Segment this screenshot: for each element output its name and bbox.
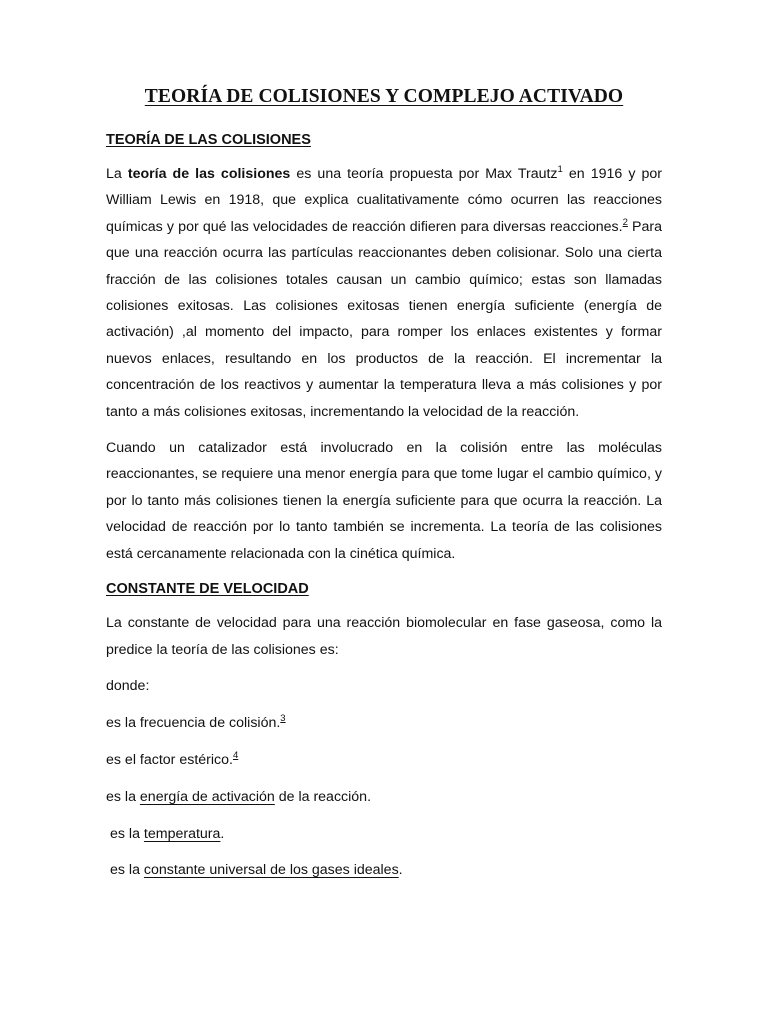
text-run: La bbox=[106, 166, 128, 182]
link-temperatura[interactable]: temperatura bbox=[143, 825, 221, 842]
definition-text: . bbox=[220, 825, 225, 842]
link-energia-activacion[interactable]: energía de activación bbox=[139, 788, 275, 805]
definition-energia bbox=[106, 784, 662, 810]
text-run: en 1916 y por William Lewis en 1918, que explica cualitativamente cómo ocurren las reacciones químicas y por qué las velocidades de reacción difieren para diversas reacciones. bbox=[106, 166, 662, 235]
definition-temperatura bbox=[106, 821, 662, 847]
definition-text: es la bbox=[106, 788, 140, 805]
definition-text: es la bbox=[110, 825, 144, 842]
footnote-ref-3[interactable]: 3 bbox=[280, 712, 286, 724]
footnote-ref-1: 1 bbox=[557, 164, 563, 175]
link-constante-gases[interactable]: constante universal de los gases ideales bbox=[143, 862, 399, 879]
paragraph-catalizador: Cuando un catalizador está involucrado en la colisión entre las moléculas reaccionantes, se requiere una menor energía para que tome lugar el cambio químico, y por lo tanto más colisiones tienen la energía suficiente para que ocurra la reacción. La velocidad de reacción por lo tanto también se incrementa. La teoría de las colisiones está cercanamente relacionada con la cinética química. bbox=[106, 440, 662, 562]
section-heading-constante: CONSTANTE DE VELOCIDAD bbox=[106, 581, 309, 598]
definition-text: es la frecuencia de colisión. bbox=[106, 714, 281, 731]
definition-frecuencia bbox=[106, 710, 662, 736]
definition-text: es la bbox=[110, 862, 144, 879]
document-page bbox=[106, 86, 662, 894]
footnote-ref-4[interactable]: 4 bbox=[232, 749, 239, 761]
paragraph-teoria-colisiones bbox=[106, 161, 662, 425]
definition-factor-esterico bbox=[106, 747, 662, 773]
text-run: es una teoría propuesta por Max Trautz bbox=[290, 166, 558, 182]
definition-text: de la reacción. bbox=[274, 788, 372, 805]
section-heading-colisiones: TEORÍA DE LAS COLISIONES bbox=[106, 132, 311, 148]
donde-label: donde: bbox=[106, 677, 150, 694]
bold-term: teoría de las colisiones bbox=[127, 166, 291, 182]
text-run: Para que una reacción ocurra las partículas reaccionantes deben colisionar. Solo una cierta fracción de las colisiones totales causan un cambio químico; estas son llamadas colisiones exitosas. Las colisiones exitosas tienen energía suficiente (energía de activación) ,al momento del impacto, para romper los enlaces existentes y formar nuevos enlaces, resultando en los productos de la reacción. El incrementar la concentración de los reactivos y aumentar la temperatura lleva a más colisiones y por tanto a más colisiones exitosas, incrementando la velocidad de la reacción. bbox=[106, 218, 662, 420]
paragraph-constante-velocidad: La constante de velocidad para una reacción biomolecular en fase gaseosa, como la predice la teoría de las colisiones es: bbox=[106, 615, 662, 658]
footnote-ref-2[interactable]: 2 bbox=[622, 216, 628, 228]
page-title: TEORÍA DE COLISIONES Y COMPLEJO ACTIVADO bbox=[144, 86, 624, 107]
definition-text: . bbox=[398, 862, 403, 879]
definition-text: es el factor estérico. bbox=[106, 751, 233, 768]
definition-constante-gases bbox=[106, 857, 662, 883]
